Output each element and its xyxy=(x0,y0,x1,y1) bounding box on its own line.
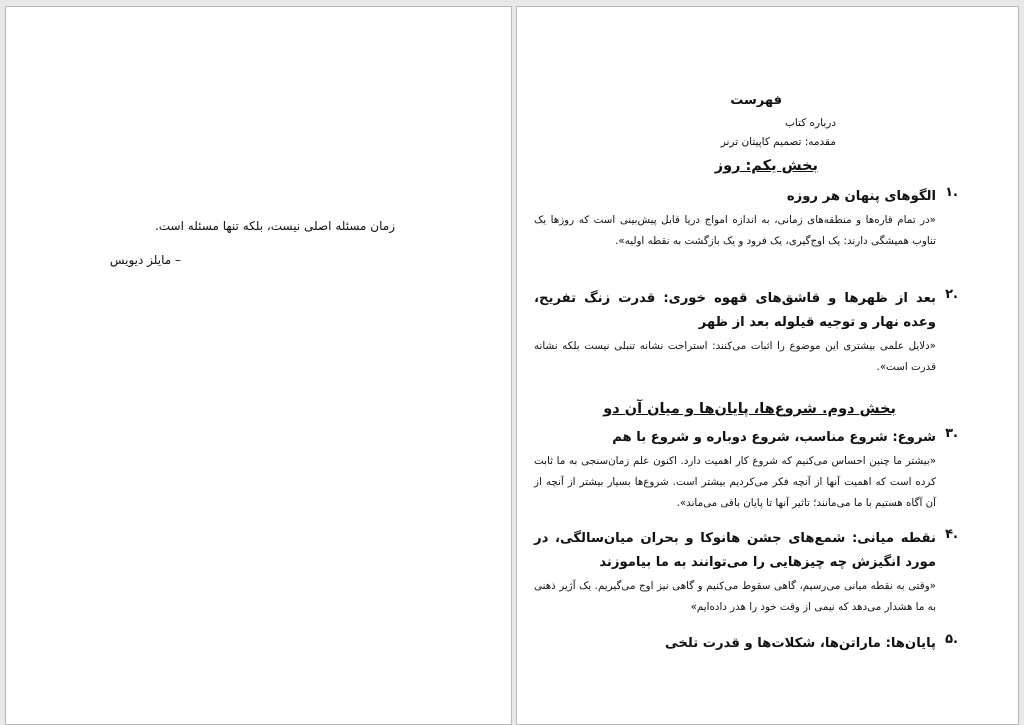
chapter-entry xyxy=(534,287,958,378)
chapter-entry xyxy=(534,527,958,618)
toc-title: فهرست xyxy=(730,93,782,108)
part-one-title: بخش یکم: روز xyxy=(714,158,818,174)
chapter-excerpt: «وقتی به نقطه میانی می‌رسیم، گاهی سقوط می‌کنیم و گاهی نیز اوج می‌گیریم. یک آژیر ذهنی به ما هشدار می‌دهد که نیمی از وقت خود را هدر داده‌ایم» xyxy=(534,580,936,613)
left-page xyxy=(5,6,512,725)
part-two-title: بخش دوم. شروع‌ها، پایان‌ها و میان آن دو xyxy=(603,401,896,417)
epigraph-quote: زمان مسئله اصلی نیست، بلکه تنها مسئله است. xyxy=(154,219,395,233)
toc-item-intro: مقدمه: تصمیم کاپیتان ترنر xyxy=(720,136,836,148)
chapter-number: ٣. xyxy=(945,426,958,441)
epigraph-author: – مایلز دیویس xyxy=(109,253,181,267)
chapter-excerpt: «دلایل علمی بیشتری این موضوع را اثبات می‌کنند: استراحت نشانه تنبلی نیست بلکه نشانه قدرت است». xyxy=(534,340,936,373)
chapter-entry xyxy=(534,185,958,252)
chapter-entry xyxy=(534,426,958,514)
chapter-title: شروع: شروع مناسب، شروع دوباره و شروع با هم xyxy=(612,430,936,445)
toc-item-about: درباره کتاب xyxy=(784,117,836,129)
chapter-number: ۴. xyxy=(945,527,958,542)
chapter-excerpt: «بیشتر ما چنین احساس می‌کنیم که شروع کار اهمیت دارد. اکنون علم زمان‌سنجی به ما ثابت کرده است که اهمیت آنها از آنچه فکر می‌کردیم بیشتر است. شروع‌ها بسیار بیشتر از آنچه از آن آگاه هستیم با ما می‌مانند؛ تاثیر آنها تا پایان باقی می‌ماند». xyxy=(534,455,936,509)
chapter-number: ٢. xyxy=(945,287,958,302)
right-page xyxy=(516,6,1019,725)
chapter-number: ١. xyxy=(945,185,958,200)
chapter-title: نقطه میانی: شمع‌های جشن هانوکا و بحران میان‌سالگی، در مورد انگیزش چه چیزهایی را می‌توانند به ما بیاموزند xyxy=(534,531,936,570)
chapter-excerpt: «در تمام قاره‌ها و منطقه‌های زمانی، به اندازه امواج دریا قابل پیش‌بینی است که روزها یک تناوب همیشگی دارند: یک اوج‌گیری، یک فرود و یک بازگشت به نقطه اولیه». xyxy=(534,214,936,247)
chapter-title: پایان‌ها: ماراتن‌ها، شکلات‌ها و قدرت تلخی xyxy=(664,636,936,651)
chapter-title: الگوهای پنهان هر روزه xyxy=(786,189,936,204)
chapter-entry xyxy=(534,632,958,656)
chapter-number: ۵. xyxy=(945,632,958,647)
chapter-title: بعد از ظهرها و قاشق‌های قهوه خوری: قدرت زنگ تفریح، وعده نهار و توجیه قیلوله بعد از ظهر xyxy=(534,291,936,330)
